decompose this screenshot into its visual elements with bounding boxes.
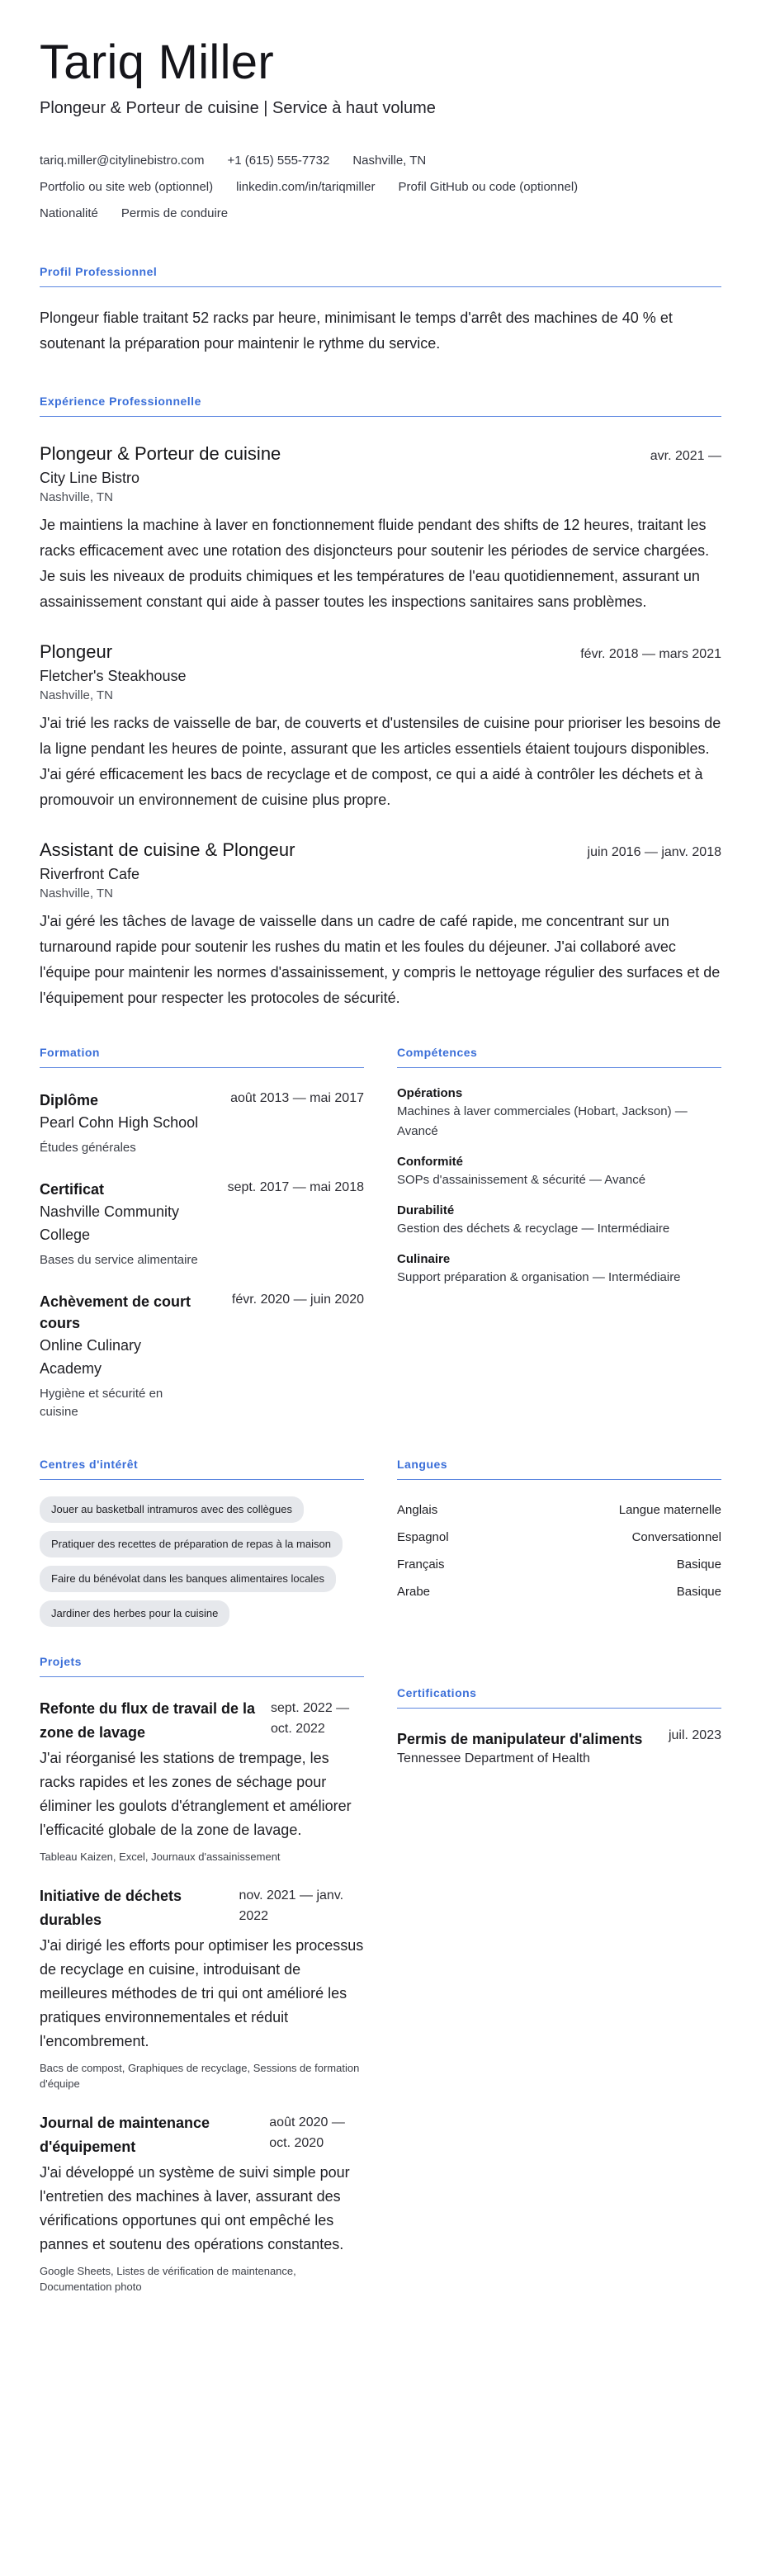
skill-name: Durabilité xyxy=(397,1203,455,1217)
languages-heading: Langues xyxy=(397,1458,721,1480)
project-item xyxy=(40,2111,364,2295)
job-location: Nashville, TN xyxy=(40,490,113,504)
job-position: Plongeur & Porteur de cuisine xyxy=(40,443,281,464)
education-degree: Certificat xyxy=(40,1181,105,1198)
certification-date: juil. 2023 xyxy=(668,1728,721,1742)
job-company: Fletcher's Steakhouse xyxy=(40,668,187,684)
education-school: Nashville Community College xyxy=(40,1203,180,1243)
skill-detail: Support préparation & organisation — Intermédiaire xyxy=(397,1270,681,1284)
project-item xyxy=(40,1697,364,1865)
language-name: Français xyxy=(397,1557,445,1572)
project-description: J'ai développé un système de suivi simple pour l'entretien des machines à laver, assurant des vérifications opportunes qui ont empêché les pannes et soutenu des opérations constantes. xyxy=(40,2164,350,2252)
education-school: Pearl Cohn High School xyxy=(40,1114,199,1131)
language-name: Arabe xyxy=(397,1585,431,1599)
education-date: août 2013 — mai 2017 xyxy=(230,1091,364,1105)
contact-email[interactable]: tariq.miller@citylinebistro.com xyxy=(40,154,205,168)
skill-item xyxy=(397,1155,721,1190)
experience-heading: Expérience Professionnelle xyxy=(40,395,721,417)
languages-list xyxy=(397,1496,721,1605)
education-area: Études générales xyxy=(40,1141,136,1155)
skills-heading: Compétences xyxy=(397,1046,721,1068)
project-name: Refonte du flux de travail de la zone de lavage xyxy=(40,1700,256,1741)
candidate-headline: Plongeur & Porteur de cuisine | Service à haut volume xyxy=(40,99,436,117)
skill-item xyxy=(397,1252,721,1288)
certifications-section xyxy=(397,1655,721,2295)
job-company: City Line Bistro xyxy=(40,470,140,486)
job-date: févr. 2018 — mars 2021 xyxy=(580,647,721,661)
skill-item xyxy=(397,1203,721,1239)
project-keywords: Google Sheets, Listes de vérification de maintenance, Documentation photo xyxy=(40,2265,296,2293)
interest-chip: Faire du bénévolat dans les banques alimentaires locales xyxy=(40,1566,336,1592)
language-item xyxy=(397,1578,721,1605)
education-heading: Formation xyxy=(40,1046,364,1068)
experience-item xyxy=(40,641,721,813)
contact-license: Permis de conduire xyxy=(121,206,229,220)
interests-heading: Centres d'intérêt xyxy=(40,1458,364,1480)
skill-name: Opérations xyxy=(397,1086,463,1100)
interest-chip: Jardiner des herbes pour la cuisine xyxy=(40,1600,229,1627)
project-date: nov. 2021 — janv. 2022 xyxy=(239,1888,344,1923)
project-date: sept. 2022 — oct. 2022 xyxy=(271,1701,350,1736)
certification-name: Permis de manipulateur d'aliments xyxy=(397,1731,643,1747)
resume-header xyxy=(40,36,721,227)
certification-issuer: Tennessee Department of Health xyxy=(397,1751,590,1765)
interests-languages-row xyxy=(40,1458,721,1627)
interests-list xyxy=(40,1496,364,1627)
interest-chip: Pratiquer des recettes de préparation de repas à la maison xyxy=(40,1531,343,1557)
experience-item xyxy=(40,443,721,615)
skill-detail: Gestion des déchets & recyclage — Intermédiaire xyxy=(397,1222,670,1236)
summary-text: Plongeur fiable traitant 52 racks par heure, minimisant le temps d'arrêt des machines de 40 % et soutenant la préparation pour maintenir le rythme du service. xyxy=(40,310,673,352)
summary-heading: Profil Professionnel xyxy=(40,265,721,287)
skills-section xyxy=(397,1046,721,1421)
languages-section xyxy=(397,1458,721,1627)
contact-website[interactable]: Portfolio ou site web (optionnel) xyxy=(40,180,214,194)
project-description: J'ai dirigé les efforts pour optimiser les processus de recyclage en cuisine, introduisant de meilleures méthodes de tri qui ont amélioré les pratiques environnementales et réduit l'encombrement. xyxy=(40,1937,364,2049)
skill-name: Conformité xyxy=(397,1155,463,1169)
education-school: Online Culinary Academy xyxy=(40,1337,142,1377)
job-location: Nashville, TN xyxy=(40,886,113,900)
language-level: Conversationnel xyxy=(631,1530,721,1544)
education-area: Hygiène et sécurité en cuisine xyxy=(40,1387,163,1419)
projects-heading: Projets xyxy=(40,1655,364,1677)
job-date: juin 2016 — janv. 2018 xyxy=(587,845,721,859)
contact-phone[interactable]: +1 (615) 555-7732 xyxy=(227,154,330,168)
experience-section xyxy=(40,395,721,1011)
job-position: Plongeur xyxy=(40,641,113,662)
project-description: J'ai réorganisé les stations de trempage, les racks rapides et les zones de séchage pour éliminer les goulots d'étranglement et améliorer l'efficacité globale de la zone de lavage. xyxy=(40,1750,352,1838)
education-date: févr. 2020 — juin 2020 xyxy=(231,1293,364,1307)
language-name: Espagnol xyxy=(397,1530,449,1544)
education-section xyxy=(40,1046,364,1421)
experience-item xyxy=(40,839,721,1011)
project-name: Journal de maintenance d'équipement xyxy=(40,2115,210,2155)
project-date: août 2020 — oct. 2020 xyxy=(269,2115,345,2150)
skill-detail: SOPs d'assainissement & sécurité — Avancé xyxy=(397,1173,646,1187)
education-item xyxy=(40,1179,364,1269)
skill-detail: Machines à laver commerciales (Hobart, Jackson) — Avancé xyxy=(397,1104,688,1138)
summary-section xyxy=(40,265,721,357)
project-keywords: Bacs de compost, Graphiques de recyclage, Sessions de formation d'équipe xyxy=(40,2062,360,2090)
candidate-name: Tariq Miller xyxy=(40,35,274,89)
job-position: Assistant de cuisine & Plongeur xyxy=(40,839,295,860)
language-item xyxy=(397,1524,721,1551)
education-degree: Diplôme xyxy=(40,1092,99,1108)
education-date: sept. 2017 — mai 2018 xyxy=(227,1180,364,1194)
education-degree: Achèvement de court cours xyxy=(40,1293,191,1331)
job-date: avr. 2021 — xyxy=(650,449,721,463)
contact-info xyxy=(40,148,721,227)
language-level: Basique xyxy=(676,1557,721,1572)
skill-name: Culinaire xyxy=(397,1252,451,1266)
project-keywords: Tableau Kaizen, Excel, Journaux d'assainissement xyxy=(40,1850,281,1863)
education-area: Bases du service alimentaire xyxy=(40,1253,198,1267)
interest-chip: Jouer au basketball intramuros avec des collègues xyxy=(40,1496,304,1523)
certifications-heading: Certifications xyxy=(397,1686,721,1709)
education-item xyxy=(40,1291,364,1421)
education-skills-row xyxy=(40,1046,721,1421)
projects-section xyxy=(40,1655,364,2295)
project-item xyxy=(40,1884,364,2092)
education-item xyxy=(40,1089,364,1157)
interests-section xyxy=(40,1458,364,1627)
job-location: Nashville, TN xyxy=(40,688,113,702)
language-name: Anglais xyxy=(397,1503,438,1517)
contact-linkedin[interactable]: linkedin.com/in/tariqmiller xyxy=(236,180,376,194)
language-item xyxy=(397,1551,721,1578)
projects-certifications-row xyxy=(40,1655,721,2295)
contact-location: Nashville, TN xyxy=(352,154,427,168)
language-level: Basique xyxy=(676,1585,721,1599)
contact-github[interactable]: Profil GitHub ou code (optionnel) xyxy=(398,180,579,194)
job-description: J'ai géré les tâches de lavage de vaisselle dans un cadre de café rapide, me concentrant sur un turnaround rapide pour soutenir les rushes du matin et les foules du déjeuner. J'ai collaboré avec l'équipe pour maintenir les normes d'assainissement, y compris le nettoyage régulier des surfaces et de l'équipement pour respecter les protocoles de sécurité. xyxy=(40,913,721,1006)
job-company: Riverfront Cafe xyxy=(40,866,140,882)
project-name: Initiative de déchets durables xyxy=(40,1888,182,1928)
certification-item xyxy=(397,1728,721,1766)
job-description: Je maintiens la machine à laver en fonctionnement fluide pendant des shifts de 12 heures, traitant les racks efficacement avec une rotation des disjoncteurs pour soutenir les périodes de service chargées. Je suis les niveaux de produits chimiques et les températures de l'eau quotidiennement, assurant un assainissement constant qui aide à passer toutes les inspections sanitaires sans problèmes. xyxy=(40,517,710,610)
contact-nationality: Nationalité xyxy=(40,206,98,220)
job-description: J'ai trié les racks de vaisselle de bar, de couverts et d'ustensiles de cuisine pour prioriser les besoins de la ligne pendant les heures de pointe, assurant que les articles essentiels étaient toujours disponibles. J'ai géré efficacement les bacs de recyclage et de compost, ce qui a aidé à contrôler les déchets et à promouvoir un environnement de cuisine plus propre. xyxy=(40,715,721,808)
skill-item xyxy=(397,1086,721,1141)
language-level: Langue maternelle xyxy=(618,1503,721,1517)
language-item xyxy=(397,1496,721,1524)
